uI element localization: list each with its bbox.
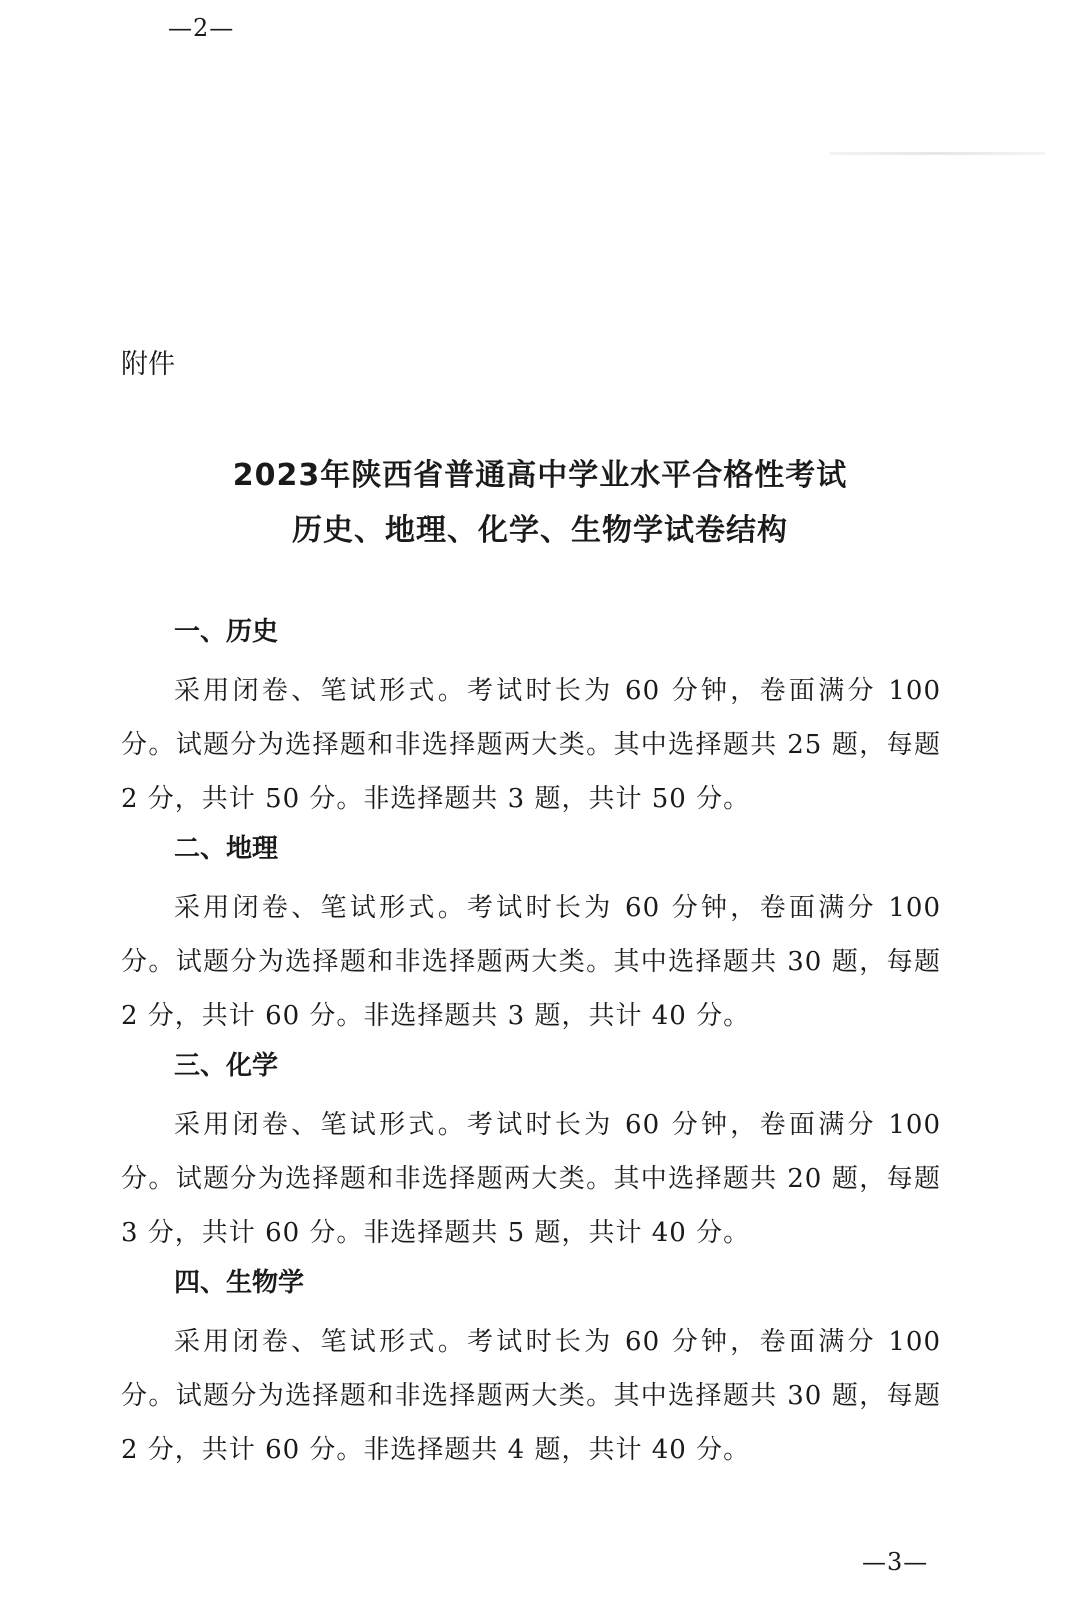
- top-page-number: —2—: [168, 14, 235, 42]
- section-heading: 一、历史: [174, 617, 279, 647]
- section-heading: 二、地理: [174, 834, 279, 864]
- bottom-page-number: —3—: [862, 1548, 929, 1576]
- document-title-line-1: 2023年陕西省普通高中学业水平合格性考试: [232, 458, 848, 493]
- section-paragraph: 采用闭卷、笔试形式。考试时长为 60 分钟，卷面满分 100 分。试题分为选择题和非选择题两大类。其中选择题共 30 题，每题 2 分，共计 60 分。非选择题共 4 题，共计 40 分。: [121, 1327, 941, 1465]
- section-paragraph: 采用闭卷、笔试形式。考试时长为 60 分钟，卷面满分 100 分。试题分为选择题和非选择题两大类。其中选择题共 25 题，每题 2 分，共计 50 分。非选择题共 3 题，共计 50 分。: [121, 676, 941, 814]
- section-paragraph: 采用闭卷、笔试形式。考试时长为 60 分钟，卷面满分 100 分。试题分为选择题和非选择题两大类。其中选择题共 20 题，每题 3 分，共计 60 分。非选择题共 5 题，共计 40 分。: [121, 1110, 941, 1248]
- document-title-line-2: 历史、地理、化学、生物学试卷结构: [292, 513, 788, 548]
- section-biology: [121, 1261, 941, 1477]
- section-geography: [121, 827, 941, 1043]
- section-heading: 三、化学: [174, 1051, 279, 1081]
- section-chemistry: [121, 1044, 941, 1260]
- section-history: [121, 610, 941, 826]
- section-paragraph: 采用闭卷、笔试形式。考试时长为 60 分钟，卷面满分 100 分。试题分为选择题和非选择题两大类。其中选择题共 30 题，每题 2 分，共计 60 分。非选择题共 3 题，共计 40 分。: [121, 893, 941, 1031]
- scan-artifact: [830, 152, 1045, 155]
- section-heading: 四、生物学: [174, 1268, 305, 1298]
- attachment-label: 附件: [121, 349, 175, 380]
